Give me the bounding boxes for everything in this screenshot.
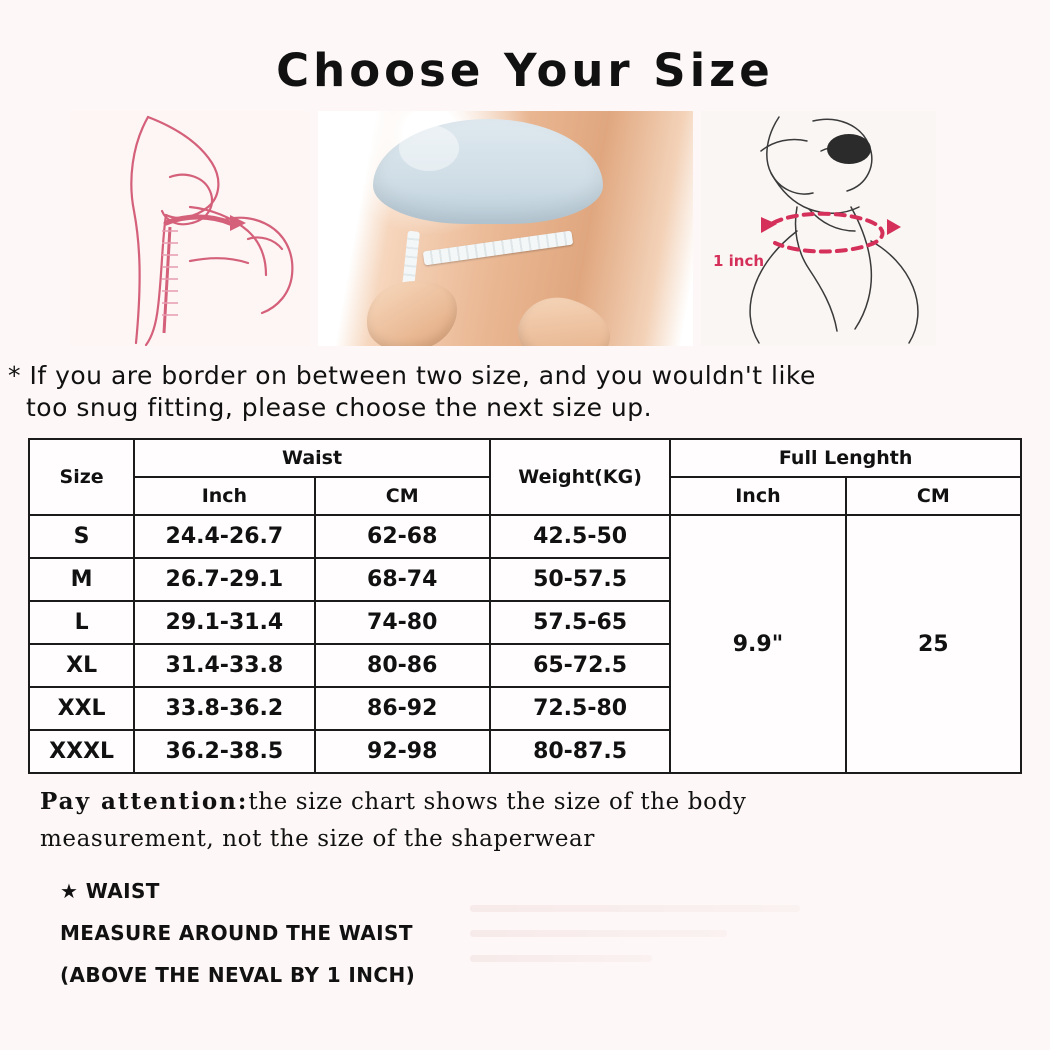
photo-strip [70,111,980,346]
cell-size: M [29,558,134,601]
cell-weight: 57.5-65 [490,601,670,644]
cell-waist-cm: 74-80 [315,601,490,644]
arrow-left-icon [761,217,777,233]
cell-size: XXXL [29,730,134,773]
size-table [28,438,1022,774]
breast-measure-illustration [70,111,310,346]
cell-size: XXL [29,687,134,730]
sketch-measure-illustration [701,111,936,346]
pay-attention-block [40,784,1022,858]
cell-waist-inch: 31.4-33.8 [134,644,314,687]
arrow-right-icon [887,219,901,235]
pay-attention-label: Pay attention: [40,788,249,815]
cell-waist-inch: 24.4-26.7 [134,515,314,558]
faded-line-2 [470,930,727,937]
cell-waist-cm: 62-68 [315,515,490,558]
header-waist: Waist [134,439,490,477]
cell-weight: 80-87.5 [490,730,670,773]
cell-weight: 65-72.5 [490,644,670,687]
cell-waist-inch: 26.7-29.1 [134,558,314,601]
waist-instruction-line-2: (ABOVE THE NEVAL BY 1 INCH) [60,962,416,987]
cell-waist-cm: 86-92 [315,687,490,730]
sketch-svg [701,111,936,346]
table-header-row-1 [29,439,1021,477]
sizing-note [8,360,1042,424]
header-weight: Weight(KG) [490,439,670,515]
waist-instruction-line-1: MEASURE AROUND THE WAIST [60,920,413,945]
cell-weight: 42.5-50 [490,515,670,558]
header-size: Size [29,439,134,515]
cell-waist-inch: 36.2-38.5 [134,730,314,773]
header-full-length: Full Lenghth [670,439,1021,477]
cell-weight: 50-57.5 [490,558,670,601]
table-row [29,515,1021,558]
header-full-inch: Inch [670,477,845,515]
page-title: Choose Your Size [276,44,774,97]
faded-line-3 [470,955,652,962]
cell-full-length-cm: 25 [846,515,1021,773]
cell-size: S [29,515,134,558]
pay-attention-text-line-2: measurement, not the size of the shaperwear [40,825,595,852]
faded-line-1 [470,905,800,912]
cell-waist-cm: 68-74 [315,558,490,601]
hair-shadow [827,134,871,164]
header-waist-inch: Inch [134,477,314,515]
cell-weight: 72.5-80 [490,687,670,730]
cell-waist-cm: 92-98 [315,730,490,773]
faded-text-artifact [470,905,800,997]
waist-heading: ★ WAIST [60,878,160,903]
sizing-note-line-2: too snug fitting, please choose the next size up. [26,393,653,422]
waist-measure-photo [318,111,693,346]
cell-full-length-inch: 9.9" [670,515,845,773]
cell-waist-inch: 33.8-36.2 [134,687,314,730]
lineart-svg [70,111,310,346]
cell-waist-inch: 29.1-31.4 [134,601,314,644]
cell-waist-cm: 80-86 [315,644,490,687]
one-inch-label: 1 inch [713,252,765,270]
header-waist-cm: CM [315,477,490,515]
cell-size: L [29,601,134,644]
sizing-note-line-1: * If you are border on between two size, and you wouldn't like [8,361,816,390]
cell-size: XL [29,644,134,687]
pay-attention-text-line-1: the size chart shows the size of the body [248,789,747,815]
header-full-cm: CM [846,477,1021,515]
